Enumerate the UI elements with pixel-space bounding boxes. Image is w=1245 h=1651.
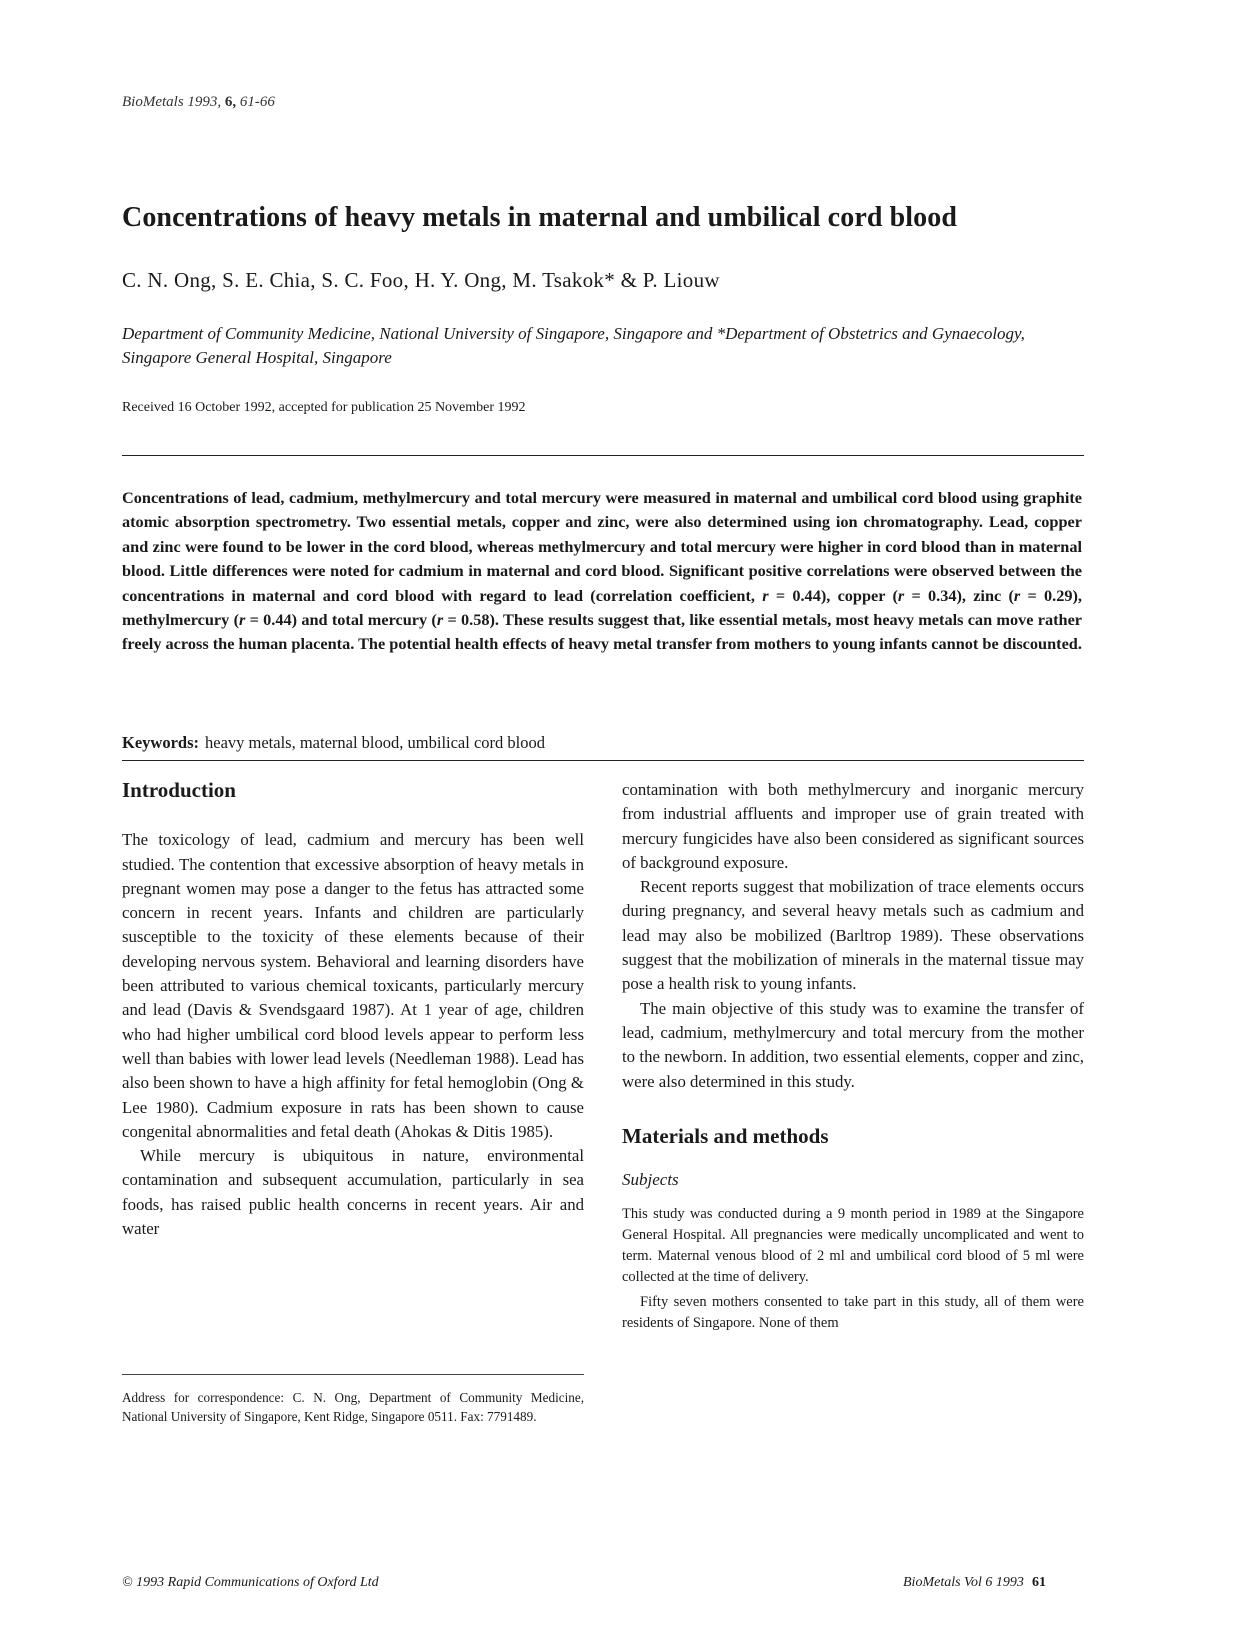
left-column [122,778,584,1241]
keywords-label: Keywords: [122,733,199,752]
correspondence-footnote: Address for correspondence: C. N. Ong, Department of Community Medicine, National University of Singapore, Kent Ridge, Singapore 0511. Fax: 7791489. [122,1390,584,1424]
introduction-heading: Introduction [122,778,236,802]
footer-journal: BioMetals Vol 6 1993 [903,1575,1024,1590]
page-footer [903,1575,1046,1591]
affiliation: Department of Community Medicine, National University of Singapore, Singapore and *Department of Obstetrics and Gynaecology, Singapore General Hospital, Singapore [122,324,1025,367]
journal-pages: 61-66 [239,94,275,110]
methods-heading: Materials and methods [622,1123,829,1148]
article-title: Concentrations of heavy metals in maternal and umbilical cord blood [122,202,958,233]
copyright: © 1993 Rapid Communications of Oxford Ltd [122,1575,379,1590]
intro-paragraph-1: The toxicology of lead, cadmium and mercury has been well studied. The contention that excessive absorption of heavy metals in pregnant women may pose a danger to the fetus has attracted some concern in recent years. Infants and children are particularly susceptible to the toxicity of these elements because of their developing nervous system. Behavioral and learning disorders have been attributed to various chemical toxicants, particularly mercury and lead (Davis & Svendsgaard 1987). At 1 year of age, children who had higher umbilical cord blood levels appear to perform less well than babies with lower lead levels (Needleman 1988). Lead has also been shown to have a high affinity for fetal hemoglobin (Ong & Lee 1980). Cadmium exposure in rats has been shown to cause congenital abnormalities and fetal death (Ahokas & Ditis 1985). [122,830,584,1141]
journal-name: BioMetals [122,94,184,110]
intro-paragraph-5: The main objective of this study was to examine the transfer of lead, cadmium, methylmercury and total mercury from the mother to the newborn. In addition, two essential elements, copper and zinc, were also determined in this study. [622,998,1084,1091]
abstract: Concentrations of lead, cadmium, methylmercury and total mercury were measured in maternal and umbilical cord blood using graphite atomic absorption spectrometry. Two essential metals, copper and zinc, were also determined using ion chromatography. Lead, copper and zinc were found to be lower in the cord blood, whereas methylmercury and total mercury were higher in cord blood than in maternal blood. Little differences were noted for cadmium in maternal and cord blood. Significant positive correlations were observed between the concentrations in maternal and cord blood with regard to lead (correlation coefficient, r = 0.44), copper (r = 0.34), zinc (r = 0.29), methylmercury (r = 0.44) and total mercury (r = 0.58). These results suggest that, like essential metals, most heavy metals can move rather freely across the human placenta. The potential health effects of heavy metal transfer from mothers to young infants cannot be discounted. [122,488,1083,654]
page-number: 61 [1031,1575,1046,1590]
right-column [622,778,1084,1334]
subjects-paragraph-1: This study was conducted during a 9 month period in 1989 at the Singapore General Hospital. All pregnancies were medically uncomplicated and went to term. Maternal venous blood of 2 ml and umbilical cord blood of 5 ml were collected at the time of delivery. [622,1206,1084,1286]
intro-paragraph-4: Recent reports suggest that mobilization of trace elements occurs during pregnancy, and several heavy metals such as cadmium and lead may also be mobilized (Barltrop 1989). These observations suggest that the mobilization of minerals in the maternal tissue may pose a health risk to young infants. [622,877,1084,994]
subjects-subheading: Subjects [622,1170,679,1190]
top-rule [122,455,1084,456]
received-date: Received 16 October 1992, accepted for publication 25 November 1992 [122,400,526,415]
journal-volume: 6, [224,94,237,110]
intro-paragraph-2: While mercury is ubiquitous in nature, environmental contamination and subsequent accumulation, particularly in sea foods, has raised public health concerns in recent years. Air and water [122,1146,584,1239]
journal-year: 1993, [187,94,222,110]
intro-paragraph-3: contamination with both methylmercury and inorganic mercury from industrial affluents and improper use of grain treated with mercury fungicides have also been considered as significant sources of background exposure. [622,780,1084,872]
keywords-text: heavy metals, maternal blood, umbilical cord blood [205,733,545,752]
keywords [122,733,545,753]
running-header [122,94,275,111]
keywords-rule [122,760,1084,761]
subjects-paragraph-2: Fifty seven mothers consented to take part in this study, all of them were residents of Singapore. None of them [622,1294,1084,1332]
footnote-rule [122,1374,584,1375]
author-list: C. N. Ong, S. E. Chia, S. C. Foo, H. Y. Ong, M. Tsakok* & P. Liouw [122,268,720,292]
